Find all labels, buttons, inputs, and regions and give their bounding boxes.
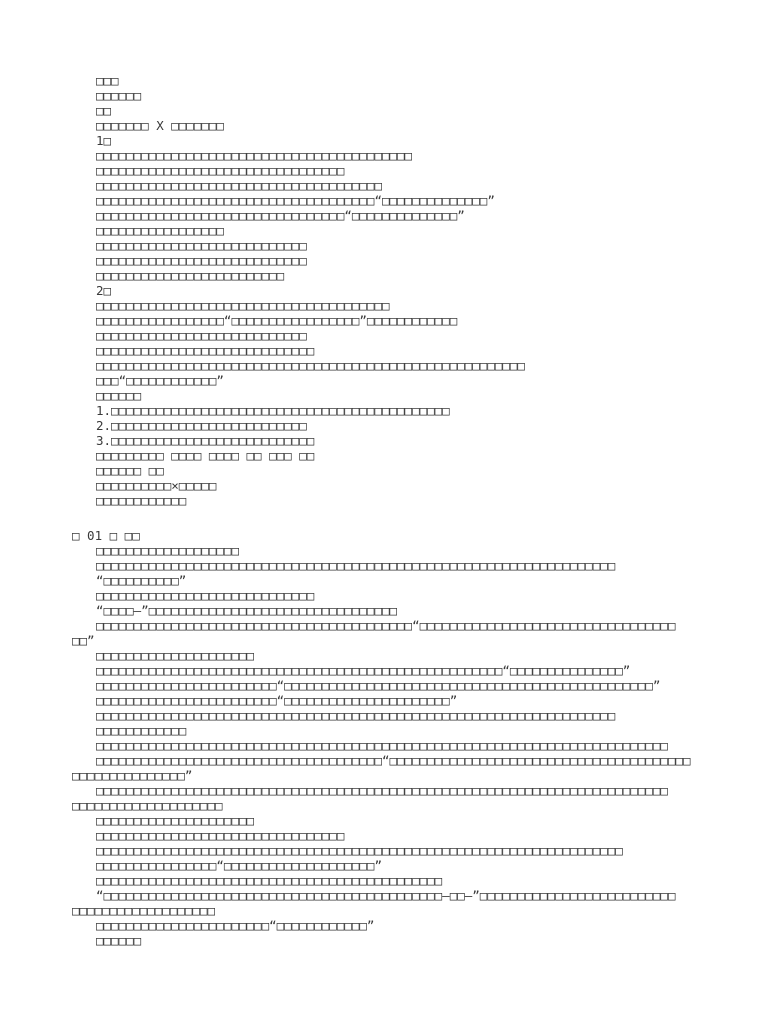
text-line: □□□□□□□ X □□□□□□□ — [96, 118, 224, 133]
text-line: □□□□□□□□□□□□□□□□□□□□ — [72, 798, 223, 813]
text-line: □□□ — [96, 73, 119, 88]
text-line: □□□□□□□□□ □□□□ □□□□ □□ □□□ □□ — [96, 448, 315, 463]
text-line: □□□□□□□□□□□□□□□□□□□□□□□□□□□□□□□□□□□□□□□□□□□□□□□□□□□□□□□□□□□□□□□□□□□□□ — [96, 708, 616, 723]
text-line: □□□□□□□□□□□□□□□□□□□□□□□□□□□□□□□□□□□□□□□□□□ — [96, 148, 413, 163]
text-line: □□□□□□□□□□□□□□□□□□□□□ — [96, 648, 255, 663]
text-line: □□□□□□□□□□□□□□□□□□□□□□□□□□□□□□□□□□□□□□“□□□□□□□□□□□□□□□□□□□□□□□□□□□□□□□□□□□□□□□□ — [96, 753, 691, 768]
text-line: □□□□□□ — [96, 88, 142, 103]
text-line: □□□□□□□□□□□□ — [96, 723, 187, 738]
text-line: □□□□□□□□□□□□□□□□□□□ — [72, 903, 215, 918]
text-line: □□□□□□□□□□□□□□□□□□□□□□□□□□□□ — [96, 328, 307, 343]
text-line: □□□“□□□□□□□□□□□□” — [96, 373, 224, 388]
text-line: “□□□□□□□□□□□□□□□□□□□□□□□□□□□□□□□□□□□□□□□□□□□□□—□□—”□□□□□□□□□□□□□□□□□□□□□□□□□□ — [96, 888, 676, 903]
text-line: □□□□□□□□□□□□□□□□□□□□□ — [96, 813, 255, 828]
text-line: □□□□□□ — [96, 933, 142, 948]
text-line: □□” — [72, 633, 95, 648]
text-line: □□ — [96, 103, 112, 118]
text-line: □□□□□□□□□□□□□□□□□□□□□□□□“□□□□□□□□□□□□□□□□□□□□□□□□□□□□□□□□□□□□□□□□□□□□□□□□□” — [96, 678, 661, 693]
text-line: □□□□□□□□□□□□□□□□□□□□□□□□□□□□□□□□□□□□□□□□□□“□□□□□□□□□□□□□□□□□□□□□□□□□□□□□□□□□□ — [96, 618, 676, 633]
text-line: 1.□□□□□□□□□□□□□□□□□□□□□□□□□□□□□□□□□□□□□□□□□□□□□ — [96, 403, 450, 418]
text-line: □□□□□□□□□□□□□□□□□“□□□□□□□□□□□□□□□□□”□□□□□□□□□□□□ — [96, 313, 458, 328]
text-line: □□□□□□□□□□□□□□□□□□□□□□□“□□□□□□□□□□□□” — [96, 918, 375, 933]
text-line: □□□□□□□□□□□□□□□□□□□□□□□□□□□□□□□□□□□□□□□□□□□□□□□□□□□□□□□□□□□□□□□□□□□□□ — [96, 558, 616, 573]
text-line: □□□□□□□□□□□□□□□□□□□□□□□□“□□□□□□□□□□□□□□□□□□□□□□” — [96, 693, 458, 708]
text-line: 2□ — [96, 283, 112, 298]
text-line: □□□□□□□□□□□□□□□□□□□□□□□□□□□□□□□□□□□□□□□□□□□□□□□□□□□□□□□□□□□□□□□□□□□□□□□□□□□□ — [96, 738, 668, 753]
text-line: □□□□□□□□□□□□□□□□□□□□□□□□□□□□□□□□□“□□□□□□□□□□□□□□” — [96, 208, 465, 223]
text-line: □□□□□□□□□□□□□□□□□□□□□□□□□□□□□□□□□□□□□“□□□□□□□□□□□□□□” — [96, 193, 495, 208]
text-line: □□□□□□□□□□□□□□□□□□□□□□□□□□□□□ — [96, 343, 315, 358]
text-line: □□□□□□□□□□□□□□□□□□□□□□□□□□□□□□□□□ — [96, 163, 345, 178]
text-line: 3.□□□□□□□□□□□□□□□□□□□□□□□□□□□ — [96, 433, 315, 448]
text-line: □□□□□□□□□□□□□□□□□□□□□□□□□ — [96, 268, 285, 283]
text-line: □□□□□□□□□□□□□□□□□□□□□□□□□□□□□□□□□□□□□□□ — [96, 298, 390, 313]
text-line: 1□ — [96, 133, 112, 148]
text-line: □□□□□□□□□□□□□□□□“□□□□□□□□□□□□□□□□□□□□” — [96, 858, 382, 873]
text-line: “□□□□□□□□□□” — [96, 573, 187, 588]
document-section-01 — [72, 528, 752, 948]
text-line: □□□□□□□□□□□□□□□□□□□□□□□□□□□□ — [96, 253, 307, 268]
text-line: □□□□□□□□□□×□□□□□ — [96, 478, 217, 493]
section-heading: □ 01 □ □□ — [72, 528, 140, 543]
text-line: □□□□□□□□□□□□□□□□□□□□□□□□□□□□ — [96, 238, 307, 253]
text-line: □□□□□□□□□□□□ — [96, 493, 187, 508]
text-line: □□□□□□□□□□□□□□□□□□□ — [96, 543, 239, 558]
text-line: □□□□□□□□□□□□□□□□□□□□□□□□□□□□□□□□□□□□□□□□□□□□□□□□□□□□□□□□□□□□□□□□□□□□□□□□□□□□ — [96, 783, 668, 798]
text-line: □□□□□□ — [96, 388, 142, 403]
text-line: 2.□□□□□□□□□□□□□□□□□□□□□□□□□□ — [96, 418, 307, 433]
text-line: □□□□□□□□□□□□□□□□□□□□□□□□□□□□□□□□□□□□□□□□□□□□□□ — [96, 873, 443, 888]
text-line: □□□□□□□□□□□□□□□□□□□□□□□□□□□□□□□□□ — [96, 828, 345, 843]
text-line: □□□□□□□□□□□□□□□□□□□□□□□□□□□□□ — [96, 588, 315, 603]
document-section-intro — [72, 73, 752, 508]
text-line: □□□□□□□□□□□□□□□□□□□□□□□□□□□□□□□□□□□□□□ — [96, 178, 382, 193]
text-line: □□□□□□ □□ — [96, 463, 164, 478]
text-line: □□□□□□□□□□□□□□□□□ — [96, 223, 224, 238]
text-line: □□□□□□□□□□□□□□□□□□□□□□□□□□□□□□□□□□□□□□□□□□□□□□□□□□□□□□“□□□□□□□□□□□□□□□” — [96, 663, 631, 678]
text-line: □□□□□□□□□□□□□□□□□□□□□□□□□□□□□□□□□□□□□□□□□□□□□□□□□□□□□□□□□□□□□□□□□□□□□□ — [96, 843, 623, 858]
text-line: “□□□□—”□□□□□□□□□□□□□□□□□□□□□□□□□□□□□□□□□ — [96, 603, 398, 618]
text-line: □□□□□□□□□□□□□□□” — [72, 768, 193, 783]
text-line: □□□□□□□□□□□□□□□□□□□□□□□□□□□□□□□□□□□□□□□□□□□□□□□□□□□□□□□□□ — [96, 358, 525, 373]
